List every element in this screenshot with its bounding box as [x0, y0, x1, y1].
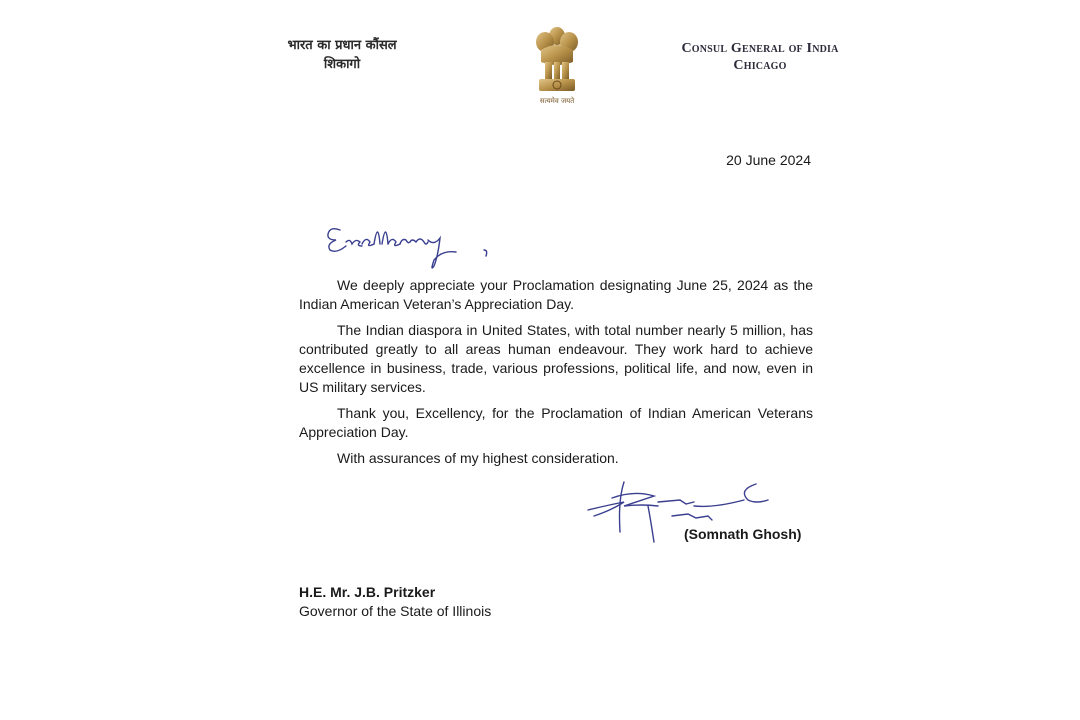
- letter-date: 20 June 2024: [726, 152, 811, 168]
- emblem-motto: सत्यमेव जयते: [539, 97, 575, 105]
- letter-body: [299, 276, 813, 475]
- letterhead-english-city: Chicago: [733, 58, 787, 73]
- paragraph-diaspora: The Indian diaspora in United States, with total number nearly 5 million, has contributed greatly to all areas human endeavour. They work hard to achieve excellence in business, trade, various professions, political life, and now, even in US military services.: [299, 322, 813, 395]
- letterhead-hindi-city: शिकागो: [323, 57, 361, 72]
- letterhead-hindi: [262, 36, 422, 74]
- addressee-block: [299, 583, 491, 621]
- addressee-name: H.E. Mr. J.B. Pritzker: [299, 584, 436, 600]
- letterhead-english-title: Consul General of India: [681, 41, 839, 56]
- signer-name: (Somnath Ghosh): [684, 526, 802, 542]
- paragraph-thanks: Thank you, Excellency, for the Proclamation of Indian American Veterans Appreciation Day.: [299, 405, 813, 440]
- addressee-title: Governor of the State of Illinois: [299, 603, 492, 619]
- letterhead-english: [664, 40, 856, 74]
- letterhead-hindi-title: भारत का प्रधान कौंसल: [287, 38, 397, 53]
- handwritten-salutation: [322, 216, 512, 276]
- paragraph-closing: With assurances of my highest consideration.: [337, 450, 619, 466]
- paragraph-appreciation: We deeply appreciate your Proclamation designating June 25, 2024 as the Indian American Veteran’s Appreciation Day.: [299, 277, 813, 312]
